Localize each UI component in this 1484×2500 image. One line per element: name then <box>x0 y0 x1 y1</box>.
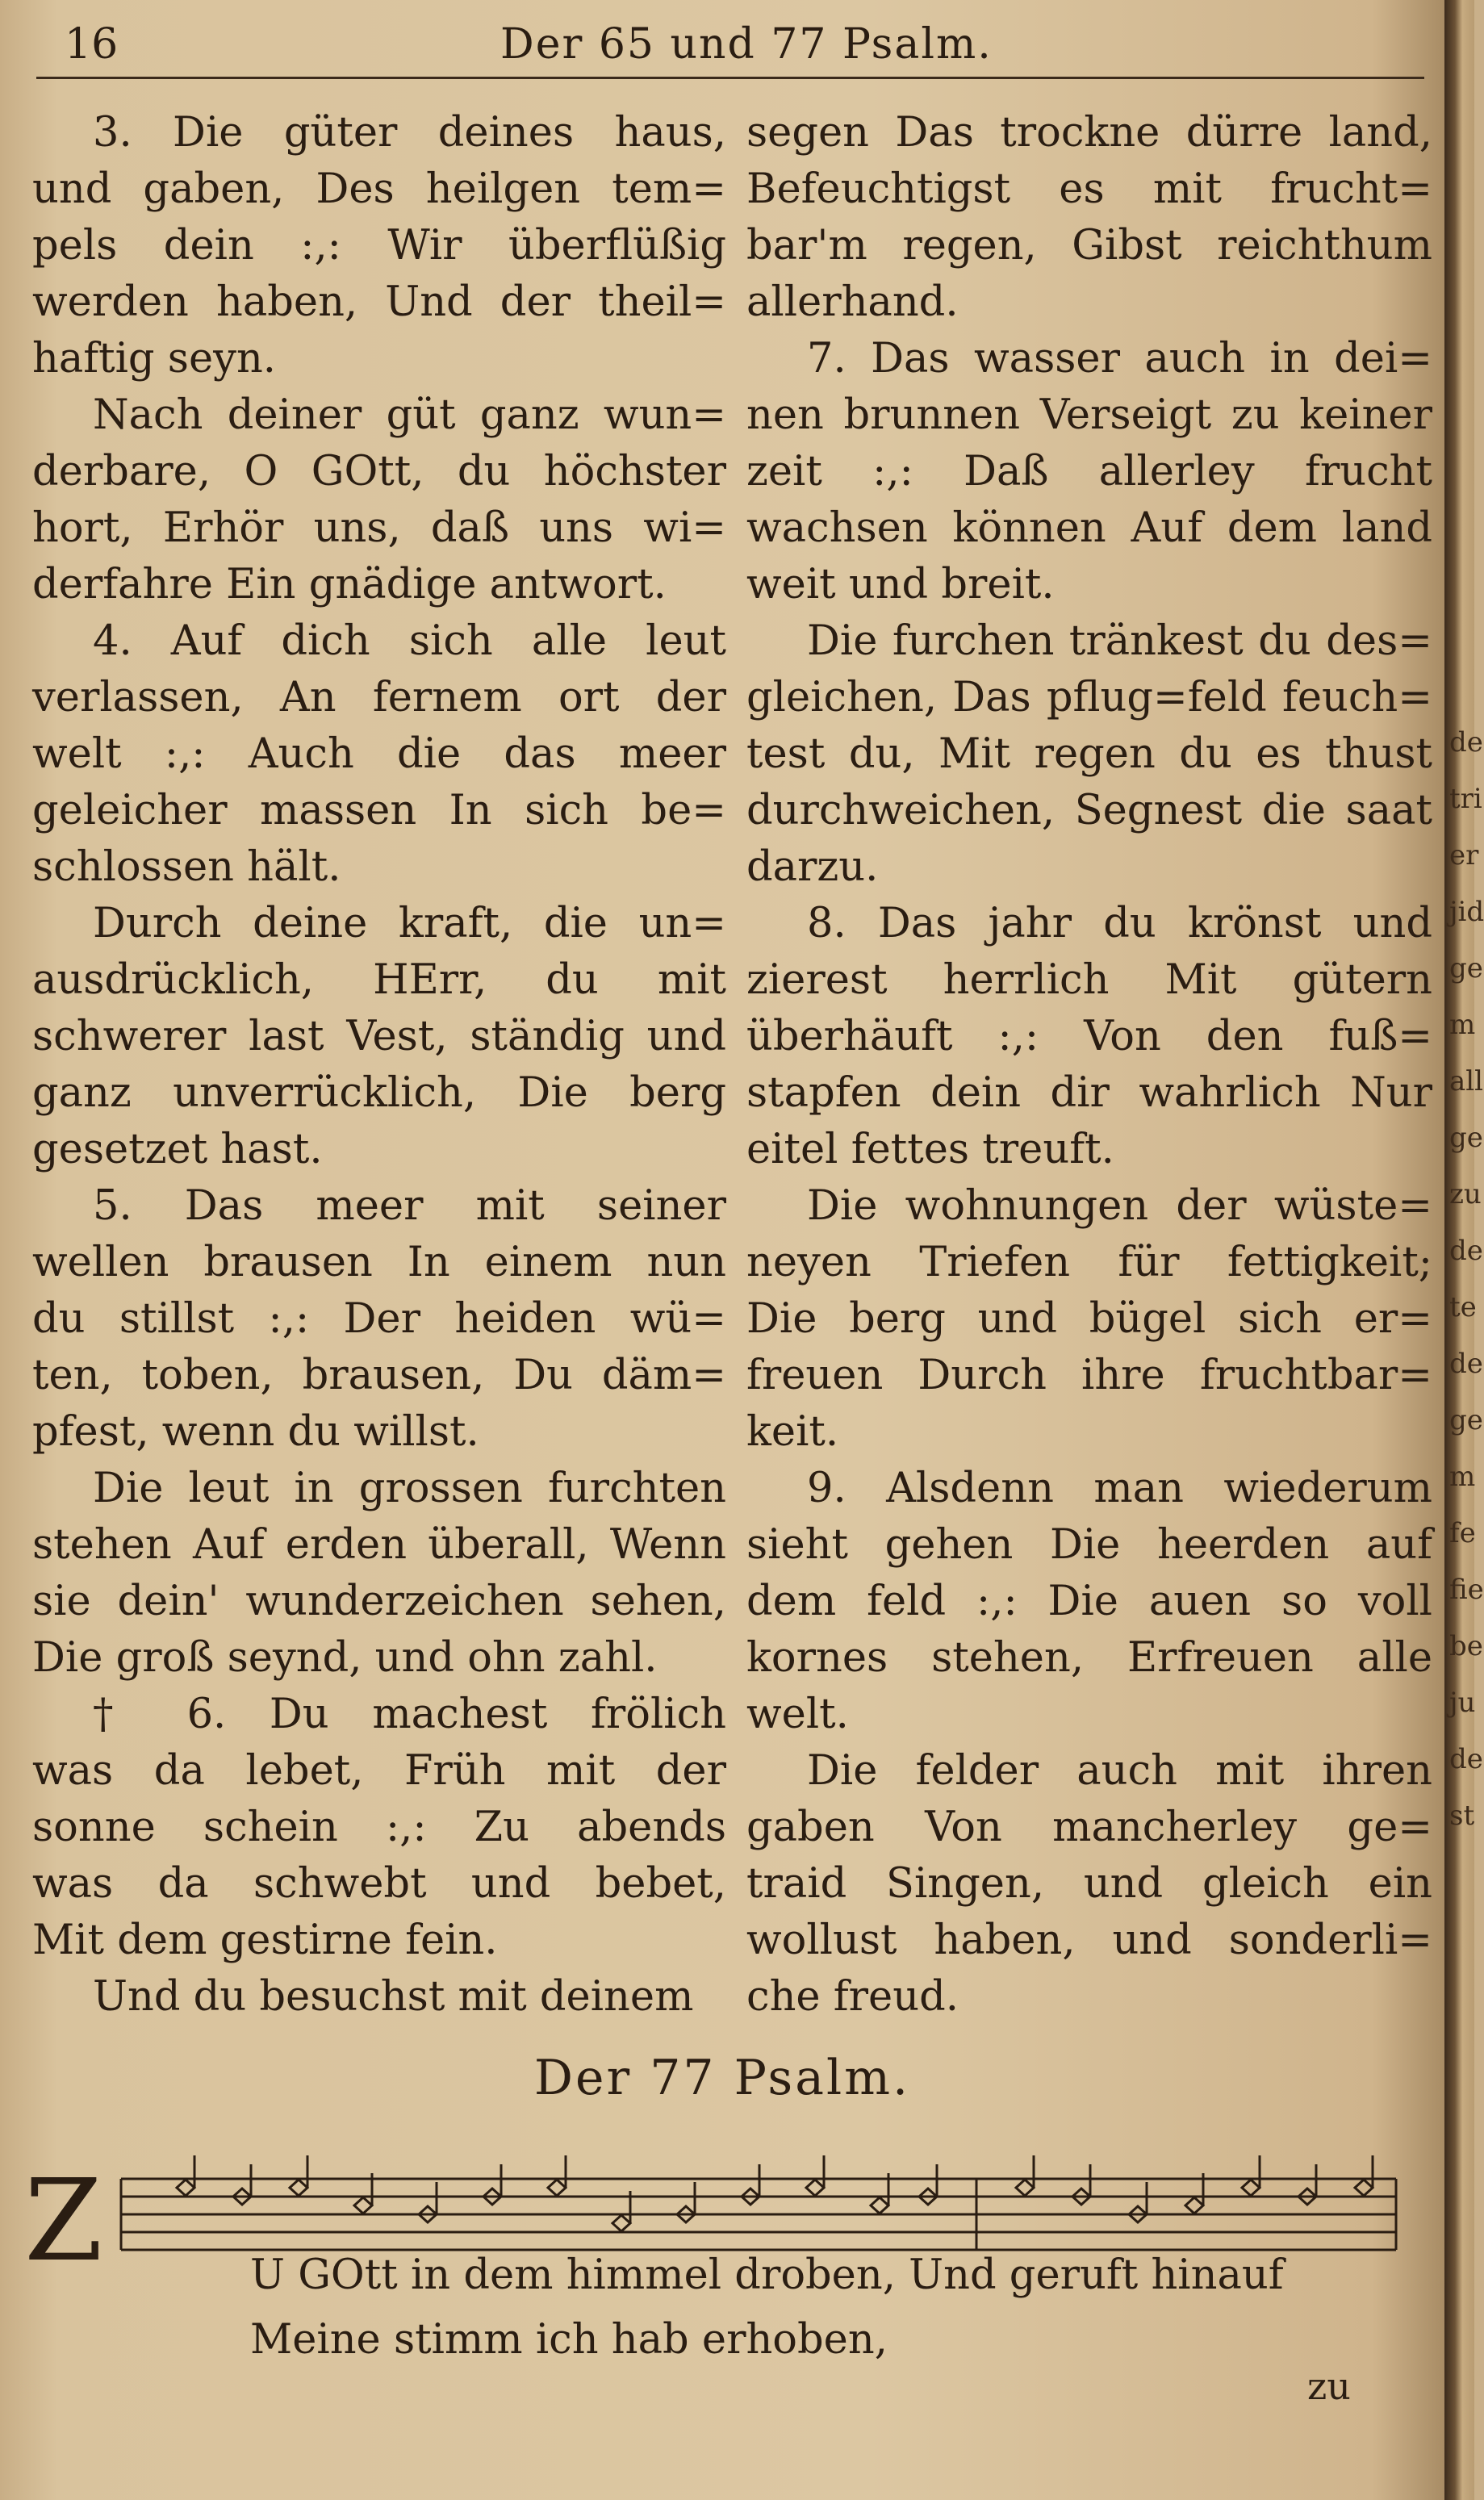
initial-letter: Z <box>24 2155 103 2287</box>
text-line: sie dein' wunderzeichen sehen, <box>32 1578 726 1625</box>
text-line: dem feld :,: Die auen so voll <box>746 1578 1432 1625</box>
page-number: 16 <box>65 20 119 69</box>
text-line: was da lebet, Früh mit der <box>32 1747 726 1795</box>
text-line: keit. <box>746 1408 839 1456</box>
bleed-fragment: ge <box>1449 952 1483 985</box>
bleed-fragment: all <box>1449 1065 1484 1097</box>
text-line: pels dein :,: Wir überflüßig <box>32 222 726 270</box>
text-line: wollust haben, und sonderli= <box>746 1917 1432 1964</box>
bleed-fragment: fe <box>1449 1517 1476 1549</box>
text-line: 7. Das wasser auch in dei= <box>807 335 1432 383</box>
header-rule <box>36 77 1424 79</box>
text-line: geleicher massen In sich be= <box>32 787 726 834</box>
text-line: schlossen hält. <box>32 843 341 891</box>
text-line: Die groß seynd, und ohn zahl. <box>32 1634 658 1682</box>
text-line: derfahre Ein gnädige antwort. <box>32 561 667 608</box>
bleed-fragment: fie <box>1449 1574 1484 1606</box>
music-note <box>177 2180 194 2196</box>
text-line: werden haben, Und der theil= <box>32 278 726 326</box>
lyrics-line-2: Meine stimm ich hab erhoben, <box>250 2316 888 2364</box>
text-line: gleichen, Das pflug=feld feuch= <box>746 674 1432 721</box>
music-note <box>354 2197 372 2214</box>
bleed-fragment: zu <box>1449 1178 1482 1210</box>
text-line: haftig seyn. <box>32 335 277 383</box>
music-note <box>612 2215 630 2231</box>
text-line: pfest, wenn du willst. <box>32 1408 479 1456</box>
text-line: nen brunnen Verseigt zu keiner <box>746 391 1432 439</box>
running-title: Der 65 und 77 Psalm. <box>500 20 993 69</box>
psalm-heading: Der 77 Psalm. <box>533 2050 911 2106</box>
text-line: wellen brausen In einem nun <box>32 1239 726 1286</box>
text-line: Befeuchtigst es mit frucht= <box>746 165 1432 213</box>
text-line: sonne schein :,: Zu abends <box>32 1804 726 1851</box>
text-line: was da schwebt und bebet, <box>32 1860 726 1908</box>
page-header <box>65 20 1428 85</box>
text-line: wachsen können Auf dem land <box>746 504 1432 552</box>
bleed-fragment: m <box>1449 1009 1476 1041</box>
text-line: durchweichen, Segnest die saat <box>746 787 1432 834</box>
left-column <box>32 105 726 2026</box>
text-line: neyen Triefen für fettigkeit; <box>746 1239 1432 1286</box>
bleed-fragment: be <box>1449 1630 1483 1662</box>
text-line: zeit :,: Daß allerley frucht <box>746 448 1432 495</box>
bleed-fragment: ge <box>1449 1404 1483 1436</box>
bleed-fragment: de <box>1449 1235 1483 1267</box>
text-line: ausdrücklich, HErr, du mit <box>32 956 726 1004</box>
text-line: welt. <box>746 1691 849 1738</box>
text-line: gaben Von mancherley ge= <box>746 1804 1432 1851</box>
text-line: Und du besuchst mit deinem <box>93 1973 694 2021</box>
bleed-fragment: de <box>1449 1348 1483 1380</box>
right-column <box>746 105 1432 2026</box>
text-line: Die felder auch mit ihren <box>807 1747 1432 1795</box>
text-line: gesetzet hast. <box>32 1126 323 1173</box>
text-line: ganz unverrücklich, Die berg <box>32 1069 726 1117</box>
music-note <box>290 2180 307 2196</box>
text-line: test du, Mit regen du es thust <box>746 730 1432 778</box>
music-note <box>1242 2180 1260 2196</box>
text-line: stapfen dein dir wahrlich Nur <box>746 1069 1432 1117</box>
text-line: freuen Durch ihre fruchtbar= <box>746 1352 1432 1399</box>
bleed-fragment: jid <box>1449 896 1484 928</box>
text-line: 9. Alsdenn man wiederum <box>807 1465 1432 1512</box>
text-line: stehen Auf erden überall, Wenn <box>32 1521 726 1569</box>
music-note <box>806 2180 824 2196</box>
bleed-fragment: ju <box>1449 1687 1476 1719</box>
text-line: allerhand. <box>746 278 959 326</box>
text-line: Die berg und bügel sich er= <box>746 1295 1432 1343</box>
bleed-fragment: er <box>1449 839 1479 872</box>
text-line: eitel fettes treuft. <box>746 1126 1114 1173</box>
text-line: ten, toben, brausen, Du däm= <box>32 1352 726 1399</box>
bleed-fragment: de <box>1449 726 1483 759</box>
catchword: zu <box>1307 2364 1351 2408</box>
text-line: zierest herrlich Mit gütern <box>746 956 1432 1004</box>
bleed-fragment: te <box>1449 1291 1477 1323</box>
text-line: sieht gehen Die heerden auf <box>746 1521 1432 1569</box>
music-note <box>1016 2180 1034 2196</box>
text-line: du stillst :,: Der heiden wü= <box>32 1295 726 1343</box>
text-line: Die furchen tränkest du des= <box>807 617 1432 665</box>
text-line: † 6. Du machest frölich <box>93 1691 726 1738</box>
text-line: derbare, O GOtt, du höchster <box>32 448 726 495</box>
bleed-fragment: ge <box>1449 1122 1483 1154</box>
text-line: welt :,: Auch die das meer <box>32 730 726 778</box>
music-note <box>548 2180 566 2196</box>
text-line: Die wohnungen der wüste= <box>807 1182 1432 1230</box>
text-line: schwerer last Vest, ständig und <box>32 1013 726 1060</box>
text-line: 5. Das meer mit seiner <box>93 1182 726 1230</box>
music-note <box>871 2197 888 2214</box>
text-line: bar'm regen, Gibst reichthum <box>746 222 1432 270</box>
text-line: und gaben, Des heilgen tem= <box>32 165 726 213</box>
text-line: 8. Das jahr du krönst und <box>807 900 1432 947</box>
text-line: Durch deine kraft, die un= <box>93 900 726 947</box>
music-note <box>1355 2180 1373 2196</box>
text-line: kornes stehen, Erfreuen alle <box>746 1634 1432 1682</box>
text-line: traid Singen, und gleich ein <box>746 1860 1432 1908</box>
music-note <box>1185 2197 1203 2214</box>
bleed-fragment: de <box>1449 1743 1483 1775</box>
text-line: Nach deiner güt ganz wun= <box>93 391 726 439</box>
bleed-fragment: st <box>1449 1800 1475 1832</box>
text-line: hort, Erhör uns, daß uns wi= <box>32 504 726 552</box>
lyrics-line-1: U GOtt in dem himmel droben, Und geruft hinauf <box>250 2251 1284 2299</box>
text-line: 3. Die güter deines haus, <box>93 109 726 157</box>
text-line: che freud. <box>746 1973 959 2021</box>
text-line: darzu. <box>746 843 879 891</box>
text-line: Die leut in grossen furchten <box>93 1465 726 1512</box>
bleed-fragment: m <box>1449 1461 1476 1493</box>
text-line: Mit dem gestirne fein. <box>32 1917 498 1964</box>
text-line: segen Das trockne dürre land, <box>746 109 1432 157</box>
text-line: 4. Auf dich sich alle leut <box>93 617 726 665</box>
text-line: überhäuft :,: Von den fuß= <box>746 1013 1432 1060</box>
bleed-fragment: tri <box>1449 783 1482 815</box>
text-line: verlassen, An fernem ort der <box>32 674 726 721</box>
text-line: weit und breit. <box>746 561 1055 608</box>
